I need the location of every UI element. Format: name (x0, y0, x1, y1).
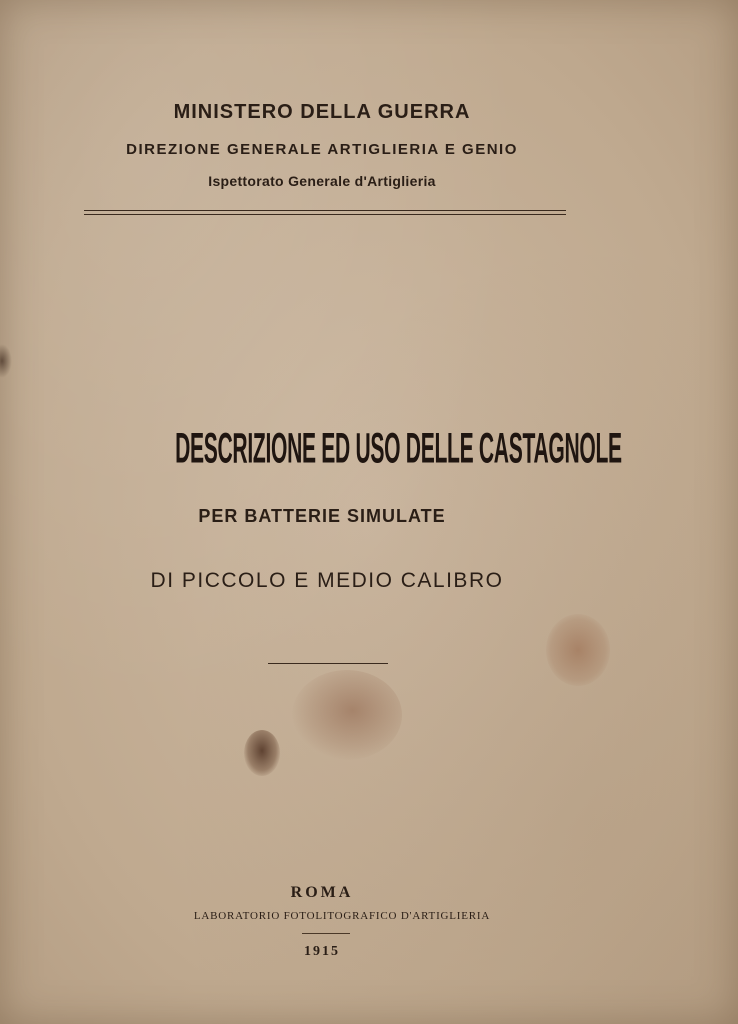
subtitle-line-2: DI PICCOLO E MEDIO CALIBRO (150, 569, 504, 592)
middle-rule (268, 663, 388, 664)
footer-rule (302, 933, 350, 934)
imprint-city: ROMA (290, 884, 354, 901)
directorate-heading: DIREZIONE GENERALE ARTIGLIERIA E GENIO (126, 141, 518, 158)
stain-edge-left (0, 344, 12, 378)
document-title (175, 425, 622, 473)
imprint-year: 1915 (304, 944, 340, 959)
document-title-text: DESCRIZIONE ED USO DELLE CASTAGNOLE (175, 425, 622, 473)
imprint-publisher: LABORATORIO FOTOLITOGRAFICO D'ARTIGLIERIA (193, 910, 491, 922)
stain-large-right (546, 614, 610, 686)
stain-speckle-center (292, 670, 402, 760)
header-rule-top (84, 210, 566, 211)
ministry-heading: MINISTERO DELLA GUERRA (173, 101, 471, 123)
subtitle-line-1: PER BATTERIE SIMULATE (198, 506, 446, 526)
stain-dark-left (244, 730, 280, 776)
inspectorate-heading: Ispettorato Generale d'Artiglieria (208, 173, 436, 189)
header-rule-bottom (84, 214, 566, 215)
